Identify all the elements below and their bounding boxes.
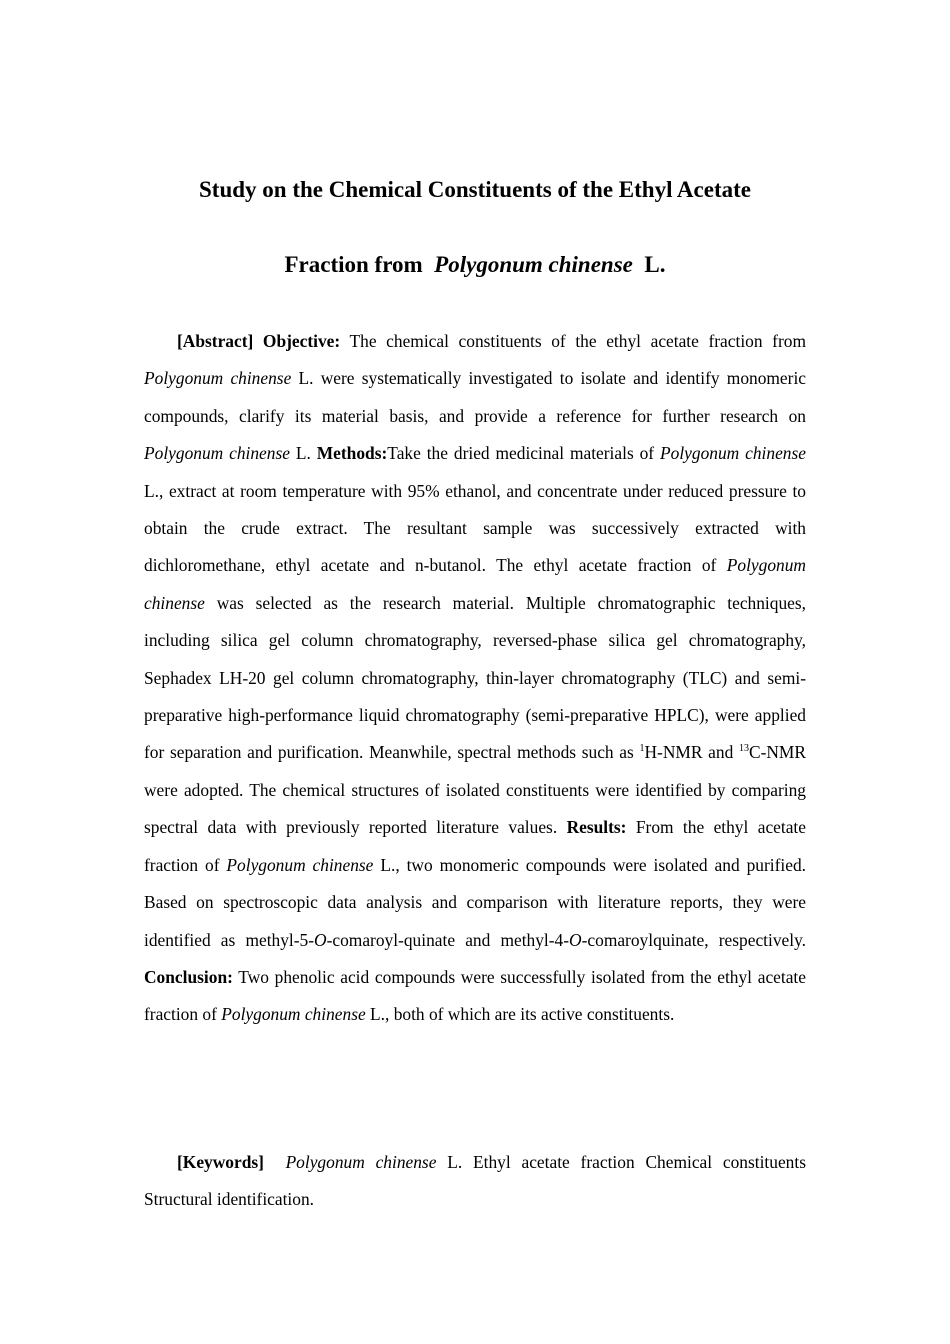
keywords-paragraph: [144, 1144, 806, 1219]
methods-text: was selected as the research material. Multiple chromatographic techniques, including silica gel column chromatography, reversed-phase silica gel chromatography, Sephadex LH-20 gel column chromatography, thin-layer chromatography (TLC) and semi-preparative high-performance liquid chromatography (semi-preparative HPLC), were applied for separation and purification. Meanwhile, spectral methods such as: [144, 592, 806, 763]
abstract-label: [Abstract]: [177, 331, 254, 351]
nmr-h-superscript: 1: [639, 743, 645, 755]
results-o-italic: O: [569, 929, 582, 950]
results-label: Results:: [566, 817, 627, 838]
species-name: Polygonum chinense: [144, 555, 806, 613]
title-suffix: L.: [644, 252, 666, 277]
methods-label: Methods:: [316, 443, 388, 464]
species-name: Polygonum chinense: [144, 443, 290, 464]
paper-title-line-2: [144, 250, 806, 280]
abstract-paragraph: [144, 323, 806, 1034]
objective-text: The chemical constituents of the ethyl acetate fraction from: [349, 331, 806, 351]
title-text: Study on the Chemical Constituents of the Ethyl Acetate: [199, 177, 751, 202]
conclusion-text: Two phenolic acid compounds were successfully isolated from the ethyl acetate fraction of: [144, 966, 806, 1025]
paper-title-line-1: [144, 175, 806, 205]
keywords-label: [Keywords]: [177, 1152, 264, 1172]
title-prefix: Fraction from: [284, 252, 423, 277]
nmr-c-superscript: 13: [738, 743, 749, 755]
title-species: Polygonum chinense: [434, 252, 633, 277]
results-text: -comaroylquinate, respectively.: [581, 929, 806, 950]
objective-text: L.: [295, 443, 311, 464]
conclusion-text: L., both of which are its active constituents.: [370, 1004, 675, 1025]
objective-label: Objective:: [262, 331, 341, 351]
species-name: Polygonum chinense: [221, 1004, 366, 1025]
nmr-h-text: H-NMR and: [644, 742, 734, 763]
species-name: Polygonum chinense: [285, 1152, 437, 1172]
conclusion-label: Conclusion:: [144, 966, 233, 987]
objective-text: L. were systematically investigated to isolate and identify monomeric compounds, clarify its material basis, and provide a reference for further research on: [144, 368, 806, 426]
results-text: L., two monomeric compounds were isolated and purified. Based on spectroscopic data analysis and comparison with literature reports, they were identified as methyl-5-: [144, 854, 806, 950]
keywords-text: L. Ethyl acetate fraction Chemical constituents Structural identification.: [144, 1152, 806, 1210]
methods-text: L., extract at room temperature with 95% ethanol, and concentrate under reduced pressure to obtain the crude extract. The resultant sample was successively extracted with dichloromethane, ethyl acetate and n-butanol. The ethyl acetate fraction of: [144, 480, 806, 576]
results-o-italic: O: [314, 929, 327, 950]
nmr-c-text: C-NMR were adopted. The chemical structures of isolated constituents were identified by comparing spectral data with previously reported literature values.: [144, 742, 806, 838]
species-name: Polygonum chinense: [144, 368, 292, 389]
results-text: -comaroyl-quinate and methyl-4-: [326, 929, 570, 950]
species-name: Polygonum chinense: [660, 443, 806, 464]
species-name: Polygonum chinense: [226, 854, 374, 875]
results-text: From the ethyl acetate fraction of: [144, 817, 806, 875]
methods-text: Take the dried medicinal materials of: [387, 443, 655, 464]
